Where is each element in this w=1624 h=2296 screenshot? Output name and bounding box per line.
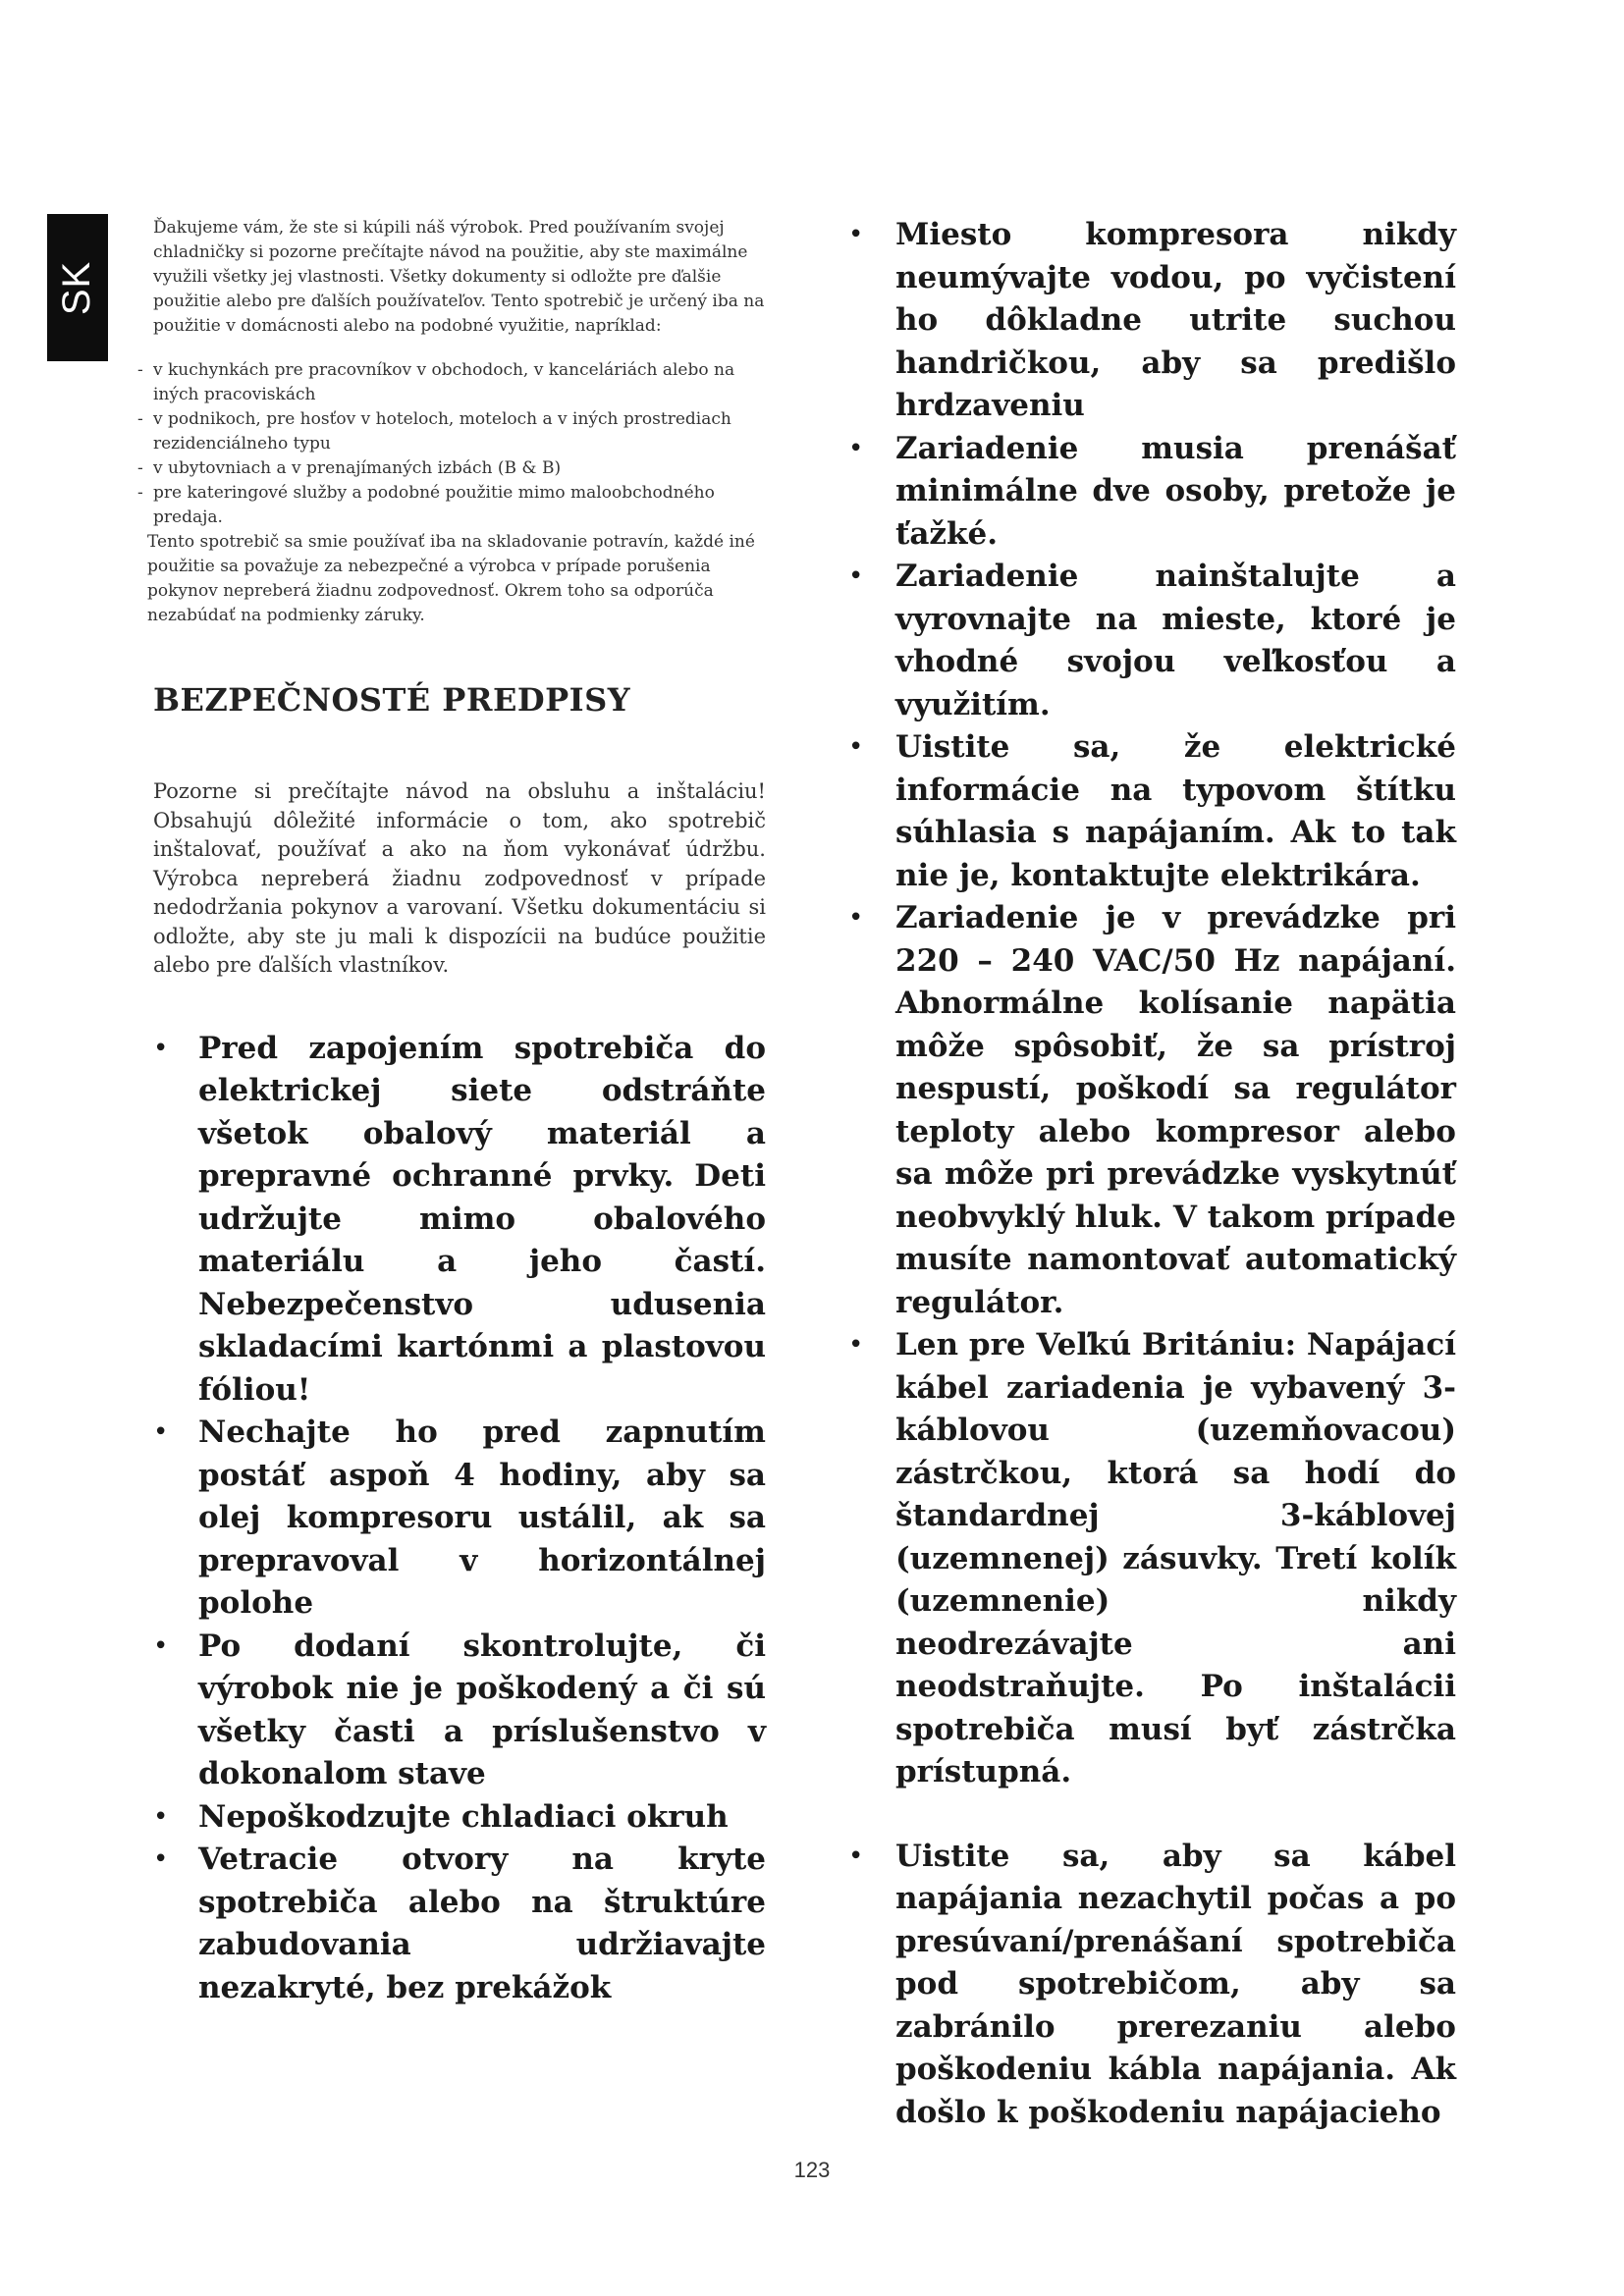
language-tab [47,214,108,361]
right-column [842,214,1456,2134]
language-tab-label: SK [55,260,99,315]
left-column [137,216,766,2009]
right-bullet-list [842,214,1456,2134]
bullet-item: • Po dodaní skontrolujte, či výrobok nie je poškodený a či sú všetky časti a príslušenstvo v dokonalom stave [153,1628,766,1791]
bullet-item: • Zariadenie musia prenášať minimálne dve osoby, pretože je ťažké. [848,430,1456,552]
restriction-paragraph: Tento spotrebič sa smie používať iba na skladovanie potravín, každé iné použitie sa považuje za nebezpečné a výrobca v prípade porušenia pokynov nepreberá žiadnu zodpovednosť. Okrem toho sa odporúča nezabúdať na podmienky záruky. [147,532,755,625]
intro-section [137,216,766,628]
bullet-item: • Nepoškodzujte chladiaci okruh [153,1798,729,1835]
page-number: 123 [793,2158,831,2182]
list-item: - pre kateringové služby a podobné použitie mimo maloobchodného predaja. [137,483,715,527]
usage-list [137,358,766,530]
list-item: - v ubytovniach a v prenajímaných izbách (B & B) [137,458,562,478]
bullet-item: • Vetracie otvory na kryte spotrebiča alebo na štruktúre zabudovania udržiavajte nezakryté, bez prekážok [153,1842,766,2005]
section-title: BEZPEČNOSTÉ PREDPISY [153,681,631,719]
bullet-item: • Nechajte ho pred zapnutím postáť aspoň 4 hodiny, aby sa olej kompresoru ustálil, ak sa prepravoval v horizontálnej polohe [153,1415,766,1621]
bullet-item: • Pred zapojením spotrebiča do elektrickej siete odstráňte všetok obalový materiál a prepravné ochranné prvky. Deti udržujte mimo obalového materiálu a jeho častí. Nebezpečenstvo udusenia skladacími kartónmi a plastovou fóliou! [153,1030,766,1408]
bullet-item: • Zariadenie nainštalujte a vyrovnajte na mieste, ktoré je vhodné svojou veľkosťou a využitím. [848,559,1456,722]
bullet-item: • Miesto kompresora nikdy neumývajte vodou, po vyčistení ho dôkladne utrite suchou handričkou, aby sa predišlo hrdzaveniu [848,217,1456,423]
list-item: - v kuchynkách pre pracovníkov v obchodoch, v kanceláriách alebo na iných pracoviskách [137,360,735,404]
left-bullet-list [147,1028,766,2010]
bullet-item: • Zariadenie je v prevádzke pri 220 – 240 VAC/50 Hz napájaní. Abnormálne kolísanie napätia môže spôsobiť, že sa prístroj nespustí, poškodí sa regulátor teploty alebo kompresor alebo sa môže pri prevádzke vyskytnúť neobvyklý hluk. V takom prípade musíte namontovať automatický regulátor. [848,900,1456,1320]
bullet-item: • Uistite sa, aby sa kábel napájania nezachytil počas a po presúvaní/prenášaní spotrebiča pod spotrebičom, aby sa zabránilo prerezaniu alebo poškodeniu kábla napájania. Ak došlo k poškodeniu napájacieho [848,1838,1456,2130]
warning-paragraph: Pozorne si prečítajte návod na obsluhu a inštaláciu! Obsahujú dôležité informácie o tom, ako spotrebič inštalovať, používať a ako na ňom vykonávať údržbu. Výrobca nepreberá žiadnu zodpovednosť v prípade nedodržania pokynov a varovaní. Všetku dokumentáciu si odložte, aby ste ju mali k dispozícii na budúce použitie alebo pre ďalších vlastníkov. [153,779,766,977]
intro-paragraph: Ďakujeme vám, že ste si kúpili náš výrobok. Pred používaním svojej chladničky si pozorne prečítajte návod na použitie, aby ste maximálne využili všetky jej vlastnosti. Všetky dokumenty si odložte pre ďalšie použitie alebo pre ďalších používateľov. Tento spotrebič je určený iba na použitie v domácnosti alebo na podobné využitie, napríklad: [153,218,765,336]
bullet-item: • Len pre Veľkú Britániu: Napájací kábel zariadenia je vybavený 3-káblovou (uzemňovacou) zástrčkou, ktorá sa hodí do štandardnej 3-káblovej (uzemnenej) zásuvky. Tretí kolík (uzemnenie) nikdy neodrezávajte ani neodstraňujte. Po inštalácii spotrebiča musí byť zástrčka prístupná. [848,1327,1456,1789]
bullet-item: • Uistite sa, že elektrické informácie na typovom štítku súhlasia s napájaním. Ak to tak nie je, kontaktujte elektrikára. [848,729,1456,893]
list-item: - v podnikoch, pre hosťov v hoteloch, moteloch a v iných prostrediach rezidenciálneho typu [137,409,731,454]
